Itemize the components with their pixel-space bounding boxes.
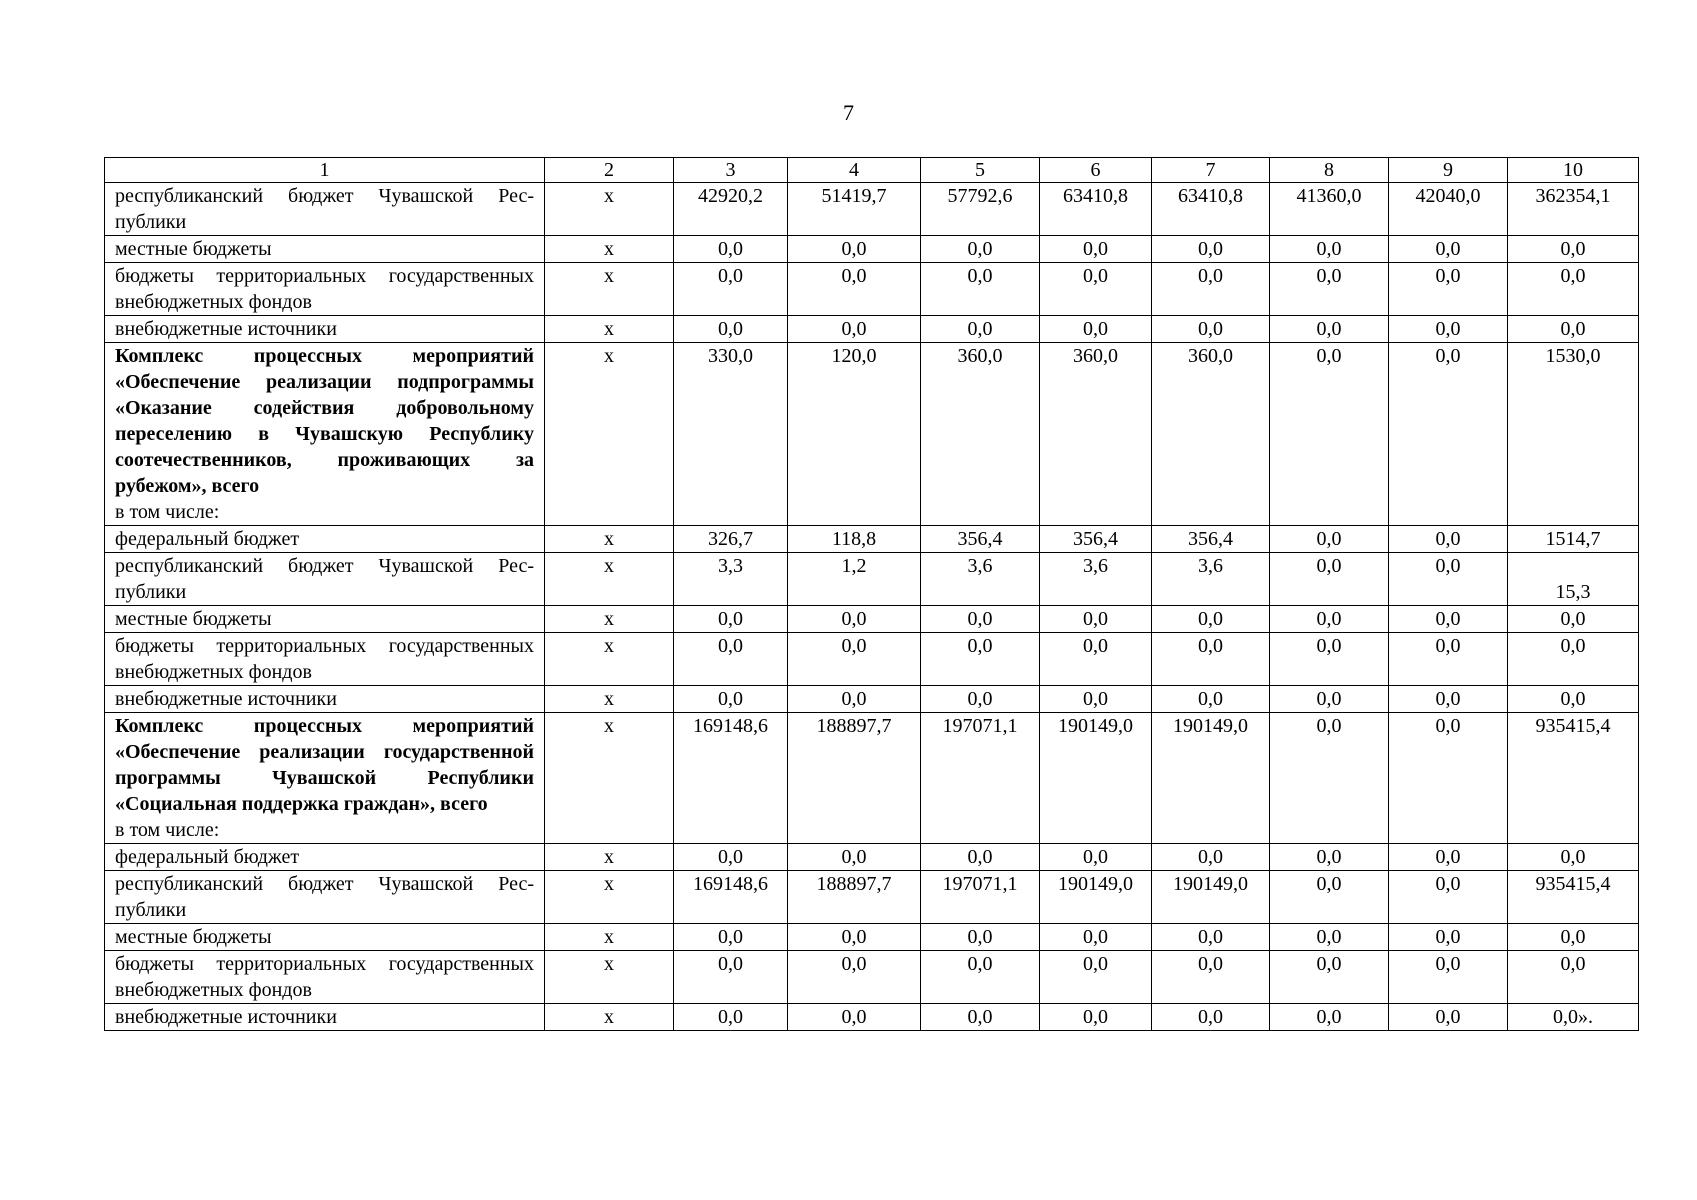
row-name-cell	[105, 1004, 545, 1031]
value-cell: 0,0	[1508, 951, 1639, 1004]
value-cell: 0,0	[921, 236, 1040, 263]
value-cell: 63410,8	[1040, 183, 1152, 236]
value-cell: 118,8	[788, 526, 921, 553]
value-cell: 0,0	[1389, 263, 1508, 316]
value-cell: 0,0	[674, 951, 788, 1004]
row-code-cell: х	[545, 1004, 674, 1031]
row-name-cell	[105, 844, 545, 871]
table-row	[105, 316, 1639, 343]
row-code-cell: х	[545, 316, 674, 343]
column-header: 6	[1040, 158, 1152, 183]
value-cell: 190149,0	[1152, 713, 1270, 844]
value-cell: 0,0	[1508, 606, 1639, 633]
table-row	[105, 183, 1639, 236]
value-cell: 0,0	[788, 951, 921, 1004]
value-cell: 0,0	[674, 633, 788, 686]
value-cell: 0,0	[1508, 236, 1639, 263]
value-cell: 0,0	[788, 263, 921, 316]
value-cell: 0,0	[1389, 713, 1508, 844]
row-name: местные бюджеты	[115, 926, 272, 948]
value-cell: 0,0	[921, 633, 1040, 686]
column-header: 10	[1508, 158, 1639, 183]
value-cell: 0,0	[788, 633, 921, 686]
row-name-cell	[105, 924, 545, 951]
value-cell: 0,0	[1508, 844, 1639, 871]
table-row	[105, 263, 1639, 316]
value-cell: 0,0	[921, 951, 1040, 1004]
row-name: республиканский бюджет Чувашской Республики	[115, 873, 534, 921]
value-cell: 0,0	[1389, 871, 1508, 924]
value-cell: 190149,0	[1040, 713, 1152, 844]
row-name: бюджеты территориальных государственных внебюджетных фондов	[115, 265, 534, 313]
value-cell: 0,0	[921, 924, 1040, 951]
row-name: внебюджетные источники	[115, 318, 337, 340]
row-name: Комплекс процессных мероприятий «Обеспечение реализации государственной программы Чувашской Республики «Социальная поддержка граждан», всего	[115, 715, 534, 815]
value-cell: 356,4	[921, 526, 1040, 553]
value-cell: 0,0	[1389, 844, 1508, 871]
value-cell: 0,0	[1270, 316, 1389, 343]
value-cell: 0,0	[1040, 263, 1152, 316]
row-name-cell	[105, 606, 545, 633]
value-cell: 0,0	[788, 236, 921, 263]
value-cell: 0,0	[788, 686, 921, 713]
column-header: 7	[1152, 158, 1270, 183]
value-cell: 0,0».	[1508, 1004, 1639, 1031]
row-name-cell	[105, 951, 545, 1004]
column-header: 4	[788, 158, 921, 183]
row-name-cell	[105, 343, 545, 526]
value-cell: 0,0	[1508, 633, 1639, 686]
value-cell: 0,0	[1270, 951, 1389, 1004]
row-name-cell	[105, 263, 545, 316]
row-name-cell	[105, 633, 545, 686]
row-code-cell: х	[545, 236, 674, 263]
value-cell: 0,0	[1270, 343, 1389, 526]
value-cell: 63410,8	[1152, 183, 1270, 236]
value-cell: 3,6	[1040, 553, 1152, 606]
table-row	[105, 633, 1639, 686]
table-row	[105, 951, 1639, 1004]
value-cell: 0,0	[1270, 924, 1389, 951]
table-body	[105, 183, 1639, 1031]
value-cell: 0,0	[788, 924, 921, 951]
value-cell: 0,0	[674, 606, 788, 633]
value-cell: 0,0	[1270, 263, 1389, 316]
value-cell: 0,0	[1040, 686, 1152, 713]
value-cell: 197071,1	[921, 871, 1040, 924]
value-cell: 0,0	[1270, 713, 1389, 844]
row-name: внебюджетные источники	[115, 688, 337, 710]
row-name: местные бюджеты	[115, 608, 272, 630]
value-cell: 0,0	[1270, 871, 1389, 924]
table-row	[105, 844, 1639, 871]
value-cell: 1530,0	[1508, 343, 1639, 526]
value-cell: 0,0	[674, 1004, 788, 1031]
row-code-cell: х	[545, 343, 674, 526]
value-cell: 0,0	[1040, 951, 1152, 1004]
value-cell: 190149,0	[1040, 871, 1152, 924]
value-cell: 0,0	[1389, 1004, 1508, 1031]
table-row	[105, 1004, 1639, 1031]
row-code-cell: х	[545, 553, 674, 606]
page-number: 7	[843, 100, 854, 125]
value-cell: 0,0	[1389, 606, 1508, 633]
row-name: местные бюджеты	[115, 238, 272, 260]
row-code-cell: х	[545, 633, 674, 686]
value-cell: 0,0	[1152, 844, 1270, 871]
value-cell: 0,0	[1508, 686, 1639, 713]
column-header: 5	[921, 158, 1040, 183]
row-name: федеральный бюджет	[115, 528, 300, 550]
value-cell: 0,0	[921, 263, 1040, 316]
row-name-cell	[105, 316, 545, 343]
value-cell: 0,0	[674, 236, 788, 263]
row-subtitle: в том числе:	[115, 501, 220, 523]
value-cell: 0,0	[1152, 263, 1270, 316]
value-cell: 0,0	[674, 844, 788, 871]
row-code-cell: х	[545, 844, 674, 871]
row-name-cell	[105, 553, 545, 606]
row-code-cell: х	[545, 951, 674, 1004]
value-cell: 0,0	[921, 1004, 1040, 1031]
row-name: Комплекс процессных мероприятий «Обеспечение реализации подпрограммы «Оказание содействия добровольному переселению в Чувашскую Республику соотечественников, проживающих за рубежом», всего	[115, 345, 534, 497]
row-code-cell: х	[545, 871, 674, 924]
value-cell: 0,0	[1152, 633, 1270, 686]
value-cell	[1508, 553, 1639, 606]
row-code-cell: х	[545, 183, 674, 236]
value-cell: 0,0	[1270, 844, 1389, 871]
value-cell: 3,6	[1152, 553, 1270, 606]
table-row	[105, 526, 1639, 553]
value-cell: 0,0	[1508, 924, 1639, 951]
column-header: 9	[1389, 158, 1508, 183]
value-cell: 356,4	[1152, 526, 1270, 553]
row-subtitle: в том числе:	[115, 819, 220, 841]
value-cell: 356,4	[1040, 526, 1152, 553]
value-cell: 0,0	[788, 316, 921, 343]
row-name: федеральный бюджет	[115, 846, 300, 868]
value-cell: 0,0	[1389, 316, 1508, 343]
value-cell: 0,0	[1389, 526, 1508, 553]
value-cell: 360,0	[921, 343, 1040, 526]
value-cell: 0,0	[1152, 686, 1270, 713]
value-cell: 0,0	[1389, 553, 1508, 606]
row-code-cell: х	[545, 526, 674, 553]
value-cell: 0,0	[1270, 553, 1389, 606]
column-header: 8	[1270, 158, 1389, 183]
value-cell: 0,0	[921, 686, 1040, 713]
value-cell: 190149,0	[1152, 871, 1270, 924]
value-text: 15,3	[1555, 581, 1591, 603]
value-cell: 0,0	[1508, 263, 1639, 316]
value-cell: 0,0	[1152, 606, 1270, 633]
row-name: республиканский бюджет Чувашской Республики	[115, 185, 534, 233]
value-cell: 0,0	[674, 924, 788, 951]
value-cell: 0,0	[1270, 633, 1389, 686]
value-cell: 0,0	[1040, 844, 1152, 871]
value-cell: 935415,4	[1508, 713, 1639, 844]
value-cell: 0,0	[1040, 606, 1152, 633]
value-cell: 120,0	[788, 343, 921, 526]
table-row	[105, 686, 1639, 713]
value-cell: 0,0	[1040, 633, 1152, 686]
table-row	[105, 236, 1639, 263]
value-cell: 0,0	[1389, 686, 1508, 713]
value-cell: 0,0	[1389, 236, 1508, 263]
section-total-row	[105, 343, 1639, 526]
value-cell: 0,0	[1040, 316, 1152, 343]
value-cell: 188897,7	[788, 871, 921, 924]
value-cell: 935415,4	[1508, 871, 1639, 924]
value-cell: 0,0	[1152, 951, 1270, 1004]
row-name: бюджеты территориальных государственных внебюджетных фондов	[115, 953, 534, 1001]
section-total-row	[105, 713, 1639, 844]
value-cell: 0,0	[788, 1004, 921, 1031]
value-cell: 330,0	[674, 343, 788, 526]
column-header: 2	[545, 158, 674, 183]
value-cell: 1,2	[788, 553, 921, 606]
row-name-cell	[105, 686, 545, 713]
value-cell: 0,0	[1040, 1004, 1152, 1031]
value-cell: 360,0	[1040, 343, 1152, 526]
value-cell: 0,0	[674, 686, 788, 713]
value-cell: 362354,1	[1508, 183, 1639, 236]
value-cell: 42040,0	[1389, 183, 1508, 236]
value-cell: 0,0	[1152, 924, 1270, 951]
value-cell: 41360,0	[1270, 183, 1389, 236]
value-cell: 169148,6	[674, 713, 788, 844]
value-cell: 169148,6	[674, 871, 788, 924]
value-cell: 0,0	[674, 316, 788, 343]
value-cell: 3,3	[674, 553, 788, 606]
value-cell: 326,7	[674, 526, 788, 553]
value-cell: 0,0	[1152, 236, 1270, 263]
value-cell: 0,0	[921, 606, 1040, 633]
row-name-cell	[105, 526, 545, 553]
value-cell: 0,0	[1270, 1004, 1389, 1031]
column-header: 1	[105, 158, 545, 183]
row-code-cell: х	[545, 263, 674, 316]
row-code-cell: х	[545, 924, 674, 951]
value-cell: 0,0	[788, 844, 921, 871]
table-row	[105, 871, 1639, 924]
row-code-cell: х	[545, 713, 674, 844]
row-name: бюджеты территориальных государственных внебюджетных фондов	[115, 635, 534, 683]
value-cell: 3,6	[921, 553, 1040, 606]
value-cell: 0,0	[1152, 316, 1270, 343]
value-cell: 51419,7	[788, 183, 921, 236]
value-cell: 0,0	[674, 263, 788, 316]
value-cell: 0,0	[921, 316, 1040, 343]
value-cell: 0,0	[1152, 1004, 1270, 1031]
row-code-cell: х	[545, 606, 674, 633]
value-cell: 0,0	[1270, 606, 1389, 633]
value-cell: 360,0	[1152, 343, 1270, 526]
row-name-cell	[105, 236, 545, 263]
table-row	[105, 553, 1639, 606]
row-name: внебюджетные источники	[115, 1006, 337, 1028]
value-cell: 0,0	[1389, 924, 1508, 951]
value-cell: 0,0	[1040, 924, 1152, 951]
value-cell: 0,0	[1389, 343, 1508, 526]
row-name: республиканский бюджет Чувашской Республики	[115, 555, 534, 603]
value-cell: 0,0	[1040, 236, 1152, 263]
value-cell: 0,0	[1270, 686, 1389, 713]
value-cell: 0,0	[1508, 316, 1639, 343]
value-cell: 42920,2	[674, 183, 788, 236]
row-code-cell: х	[545, 686, 674, 713]
row-name-cell	[105, 183, 545, 236]
value-cell: 0,0	[1389, 951, 1508, 1004]
value-cell: 188897,7	[788, 713, 921, 844]
budget-table	[104, 157, 1639, 1031]
value-cell: 0,0	[921, 844, 1040, 871]
value-cell: 1514,7	[1508, 526, 1639, 553]
column-header: 3	[674, 158, 788, 183]
value-cell: 0,0	[788, 606, 921, 633]
value-cell: 0,0	[1270, 526, 1389, 553]
value-cell: 0,0	[1389, 633, 1508, 686]
value-cell: 197071,1	[921, 713, 1040, 844]
row-name-cell	[105, 713, 545, 844]
table-row	[105, 924, 1639, 951]
row-name-cell	[105, 871, 545, 924]
column-number-row	[105, 158, 1639, 183]
table-row	[105, 606, 1639, 633]
value-cell: 0,0	[1270, 236, 1389, 263]
value-cell: 57792,6	[921, 183, 1040, 236]
